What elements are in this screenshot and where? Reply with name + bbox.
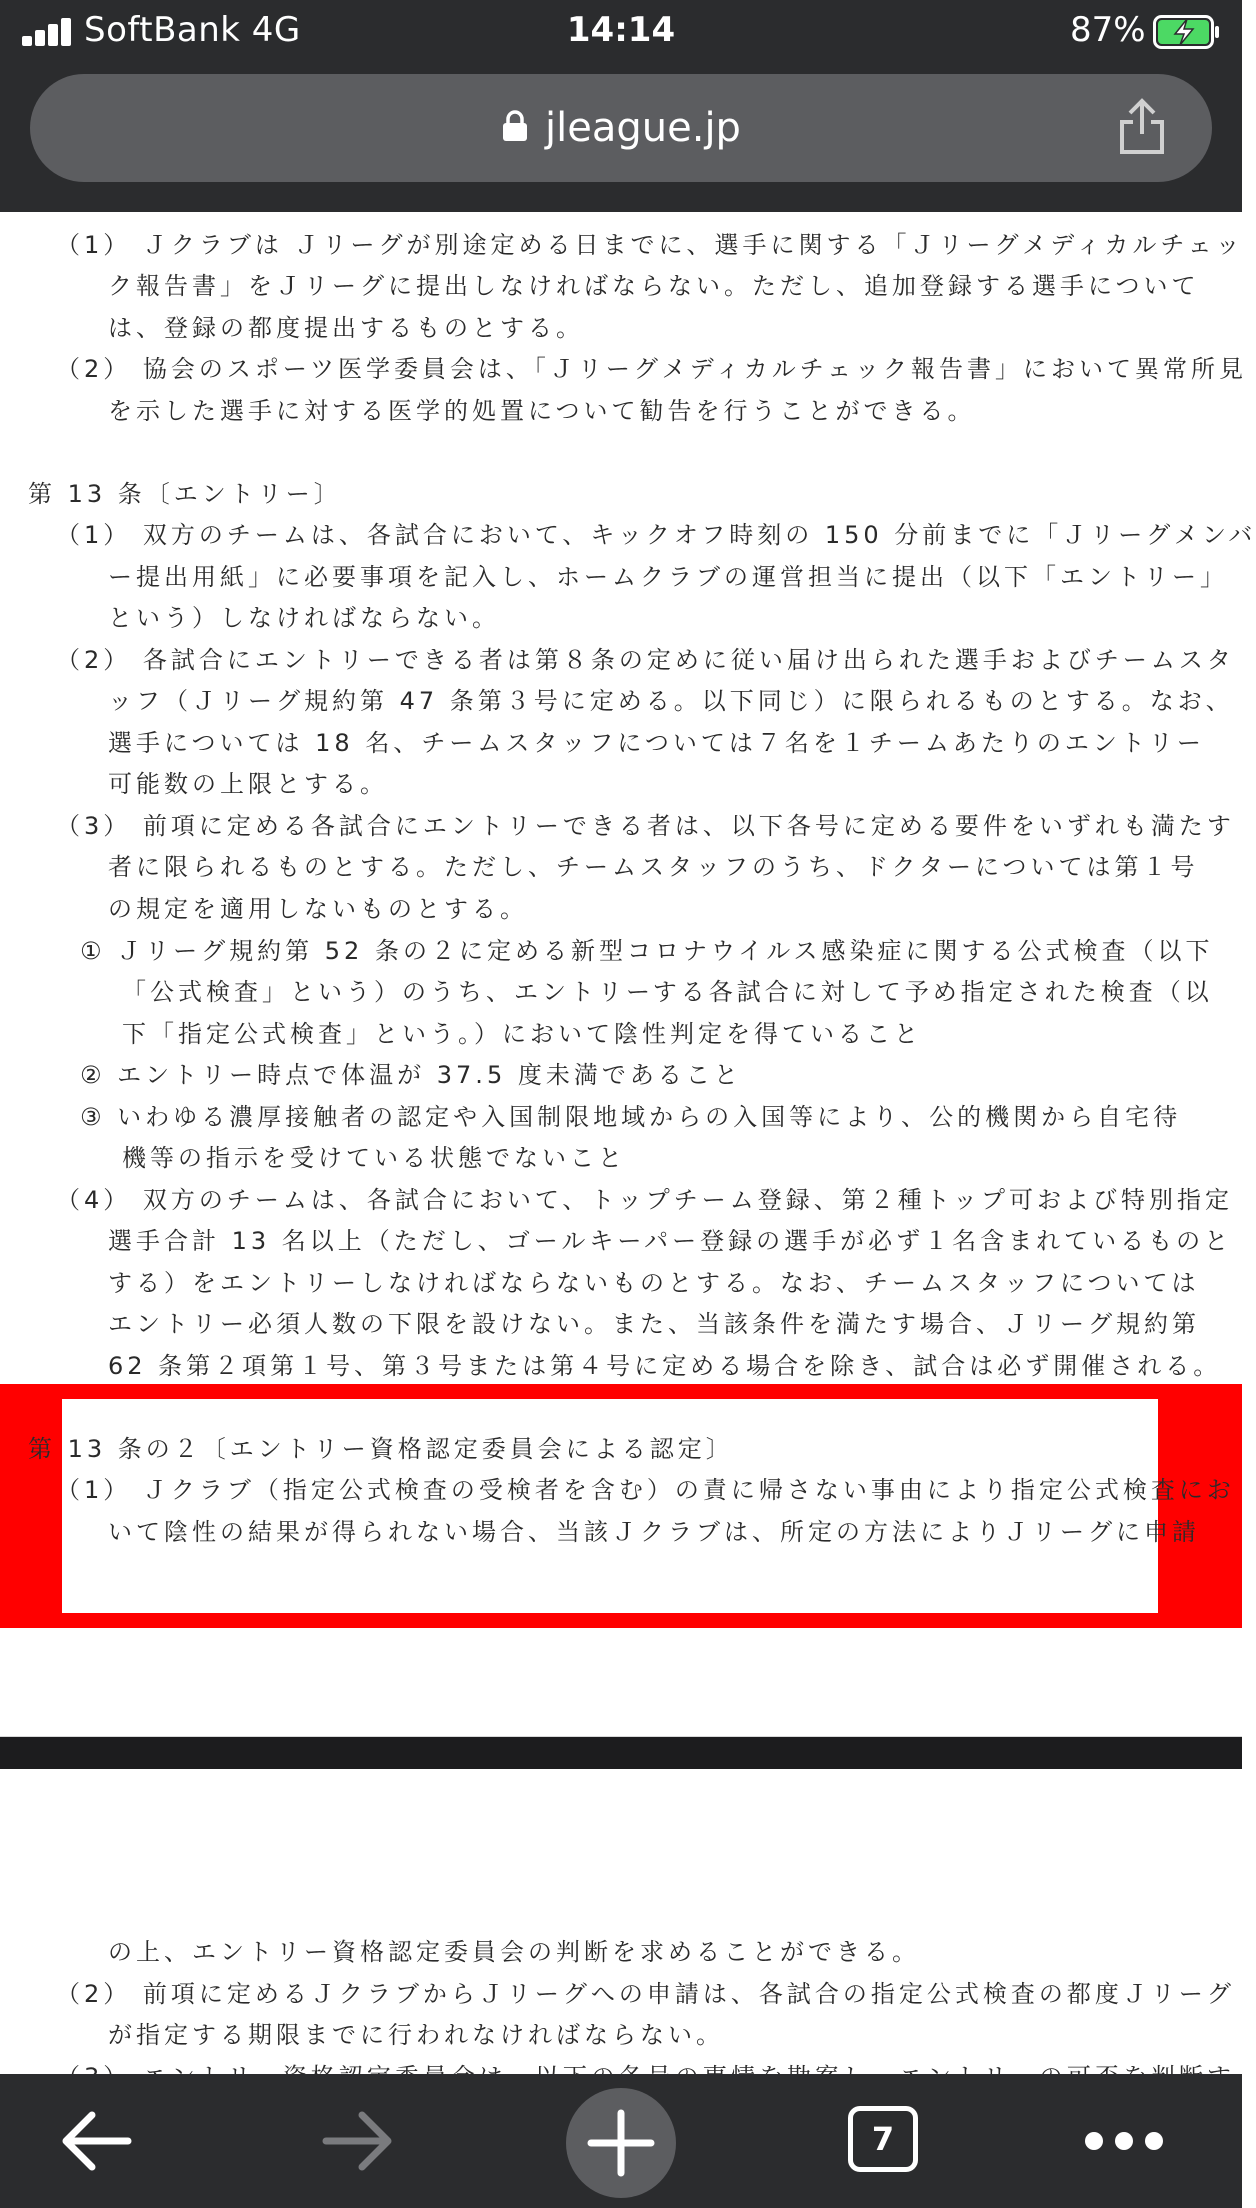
plus-icon [566, 2088, 676, 2198]
doc-line: （3） 前項に定める各試合にエントリーできる者は、以下各号に定める要件をいずれも満たす [56, 812, 1235, 840]
doc-line: （1） Ｊクラブは Ｊリーグが別途定める日までに、選手に関する「Ｊリーグメディカルチェッ [56, 231, 1244, 259]
doc-line: （1） 双方のチームは、各試合において、キックオフ時刻の 150 分前までに「Ｊリーグメンバ [56, 521, 1256, 549]
doc-line: ① Ｊリーグ規約第 52 条の２に定める新型コロナウイルス感染症に関する公式検査（以下 [80, 937, 1214, 965]
new-tab-button[interactable] [566, 2088, 676, 2198]
doc-line: ② エントリー時点で体温が 37.5 度未満であること [80, 1061, 742, 1089]
battery-charging-icon [1153, 15, 1221, 49]
doc-line: という）しなければならない。 [108, 604, 500, 632]
doc-line: ッフ（Ｊリーグ規約第 47 条第３号に定める。以下同じ）に限られるものとする。なお、 [108, 687, 1234, 715]
doc-line: 「公式検査」という）のうち、エントリーする各試合に対して予め指定された検査（以 [122, 978, 1213, 1006]
doc-line: （1） Ｊクラブ（指定公式検査の受検者を含む）の責に帰さない事由により指定公式検査にお [56, 1476, 1235, 1504]
doc-line: 可能数の上限とする。 [108, 770, 388, 798]
highlighted-line: する）をエントリーしなければならないものとする。なお、チームスタッフについては [108, 1269, 1200, 1297]
highlighted-line: 選手合計 13 名以上（ただし、ゴールキーパー登録の選手が必ず１名含まれているものと [108, 1227, 1233, 1255]
highlighted-paragraph [62, 1399, 1158, 1613]
doc-line: ③ いわゆる濃厚接触者の認定や入国制限地域からの入国等により、公的機関から自宅待 [80, 1103, 1182, 1131]
highlighted-line: エントリー必須人数の下限を設けない。また、当該条件を満たす場合、Ｊリーグ規約第 [108, 1310, 1200, 1338]
doc-line: が指定する期限までに行われなければならない。 [108, 2021, 724, 2049]
tab-switcher-button[interactable]: 7 [848, 2106, 918, 2172]
doc-line: は、登録の都度提出するものとする。 [108, 314, 584, 342]
article-heading: 第 13 条の２〔エントリー資格認定委員会による認定〕 [28, 1435, 734, 1463]
doc-line: （2） 協会のスポーツ医学委員会は、「Ｊリーグメディカルチェック報告書」において異常所見 [56, 355, 1248, 383]
doc-line: 選手については 18 名、チームスタッフについては７名を１チームあたりのエントリー [108, 729, 1205, 757]
more-options-icon[interactable] [1082, 2074, 1166, 2208]
doc-line: の規定を適用しないものとする。 [108, 895, 528, 923]
article-heading: 第 13 条〔エントリー〕 [28, 480, 342, 508]
page-separator [0, 1737, 1242, 1769]
pdf-page-2 [0, 1769, 1242, 2074]
bottom-toolbar [0, 2074, 1242, 2208]
doc-line: いて陰性の結果が得られない場合、当該Ｊクラブは、所定の方法によりＪリーグに申請 [108, 1518, 1200, 1546]
doc-line: 機等の指示を受けている状態でないこと [122, 1144, 626, 1172]
battery-percentage: 87% [1070, 10, 1146, 50]
doc-line: （2） 各試合にエントリーできる者は第８条の定めに従い届け出られた選手およびチームスタ [56, 646, 1235, 674]
status-time: 14:14 [566, 10, 676, 50]
doc-line: ー提出用紙」に必要事項を記入し、ホームクラブの運営担当に提出（以下「エントリー」 [108, 563, 1228, 591]
highlighted-line: （4） 双方のチームは、各試合において、トップチーム登録、第２種トップ可および特別指定 [56, 1186, 1233, 1214]
forward-arrow-icon[interactable] [318, 2074, 398, 2208]
doc-line: 者に限られるものとする。ただし、チームスタッフのうち、ドクターについては第１号 [108, 853, 1199, 881]
lock-icon [501, 110, 529, 142]
carrier-label: SoftBank 4G [84, 10, 301, 50]
url-text: jleague.jp [545, 105, 741, 151]
back-arrow-icon[interactable] [56, 2074, 136, 2208]
address-bar[interactable] [30, 74, 1212, 182]
doc-line: を示した選手に対する医学的処置について勧告を行うことができる。 [108, 397, 976, 425]
share-icon[interactable] [1116, 98, 1168, 156]
browser-toolbar [0, 64, 1242, 212]
doc-line: （2） 前項に定めるＪクラブからＪリーグへの申請は、各試合の指定公式検査の都度Ｊリーグ [56, 1980, 1235, 2008]
highlighted-line: 62 条第２項第１号、第３号または第４号に定める場合を除き、試合は必ず開催される。 [108, 1352, 1222, 1380]
status-bar [0, 0, 1242, 64]
doc-line: ク報告書」をＪリーグに提出しなければならない。ただし、追加登録する選手について [108, 272, 1200, 300]
pdf-page [0, 212, 1256, 1736]
doc-line: の上、エントリー資格認定委員会の判断を求めることができる。 [108, 1938, 920, 1966]
doc-line: 下「指定公式検査」という。）において陰性判定を得ていること [122, 1020, 922, 1048]
